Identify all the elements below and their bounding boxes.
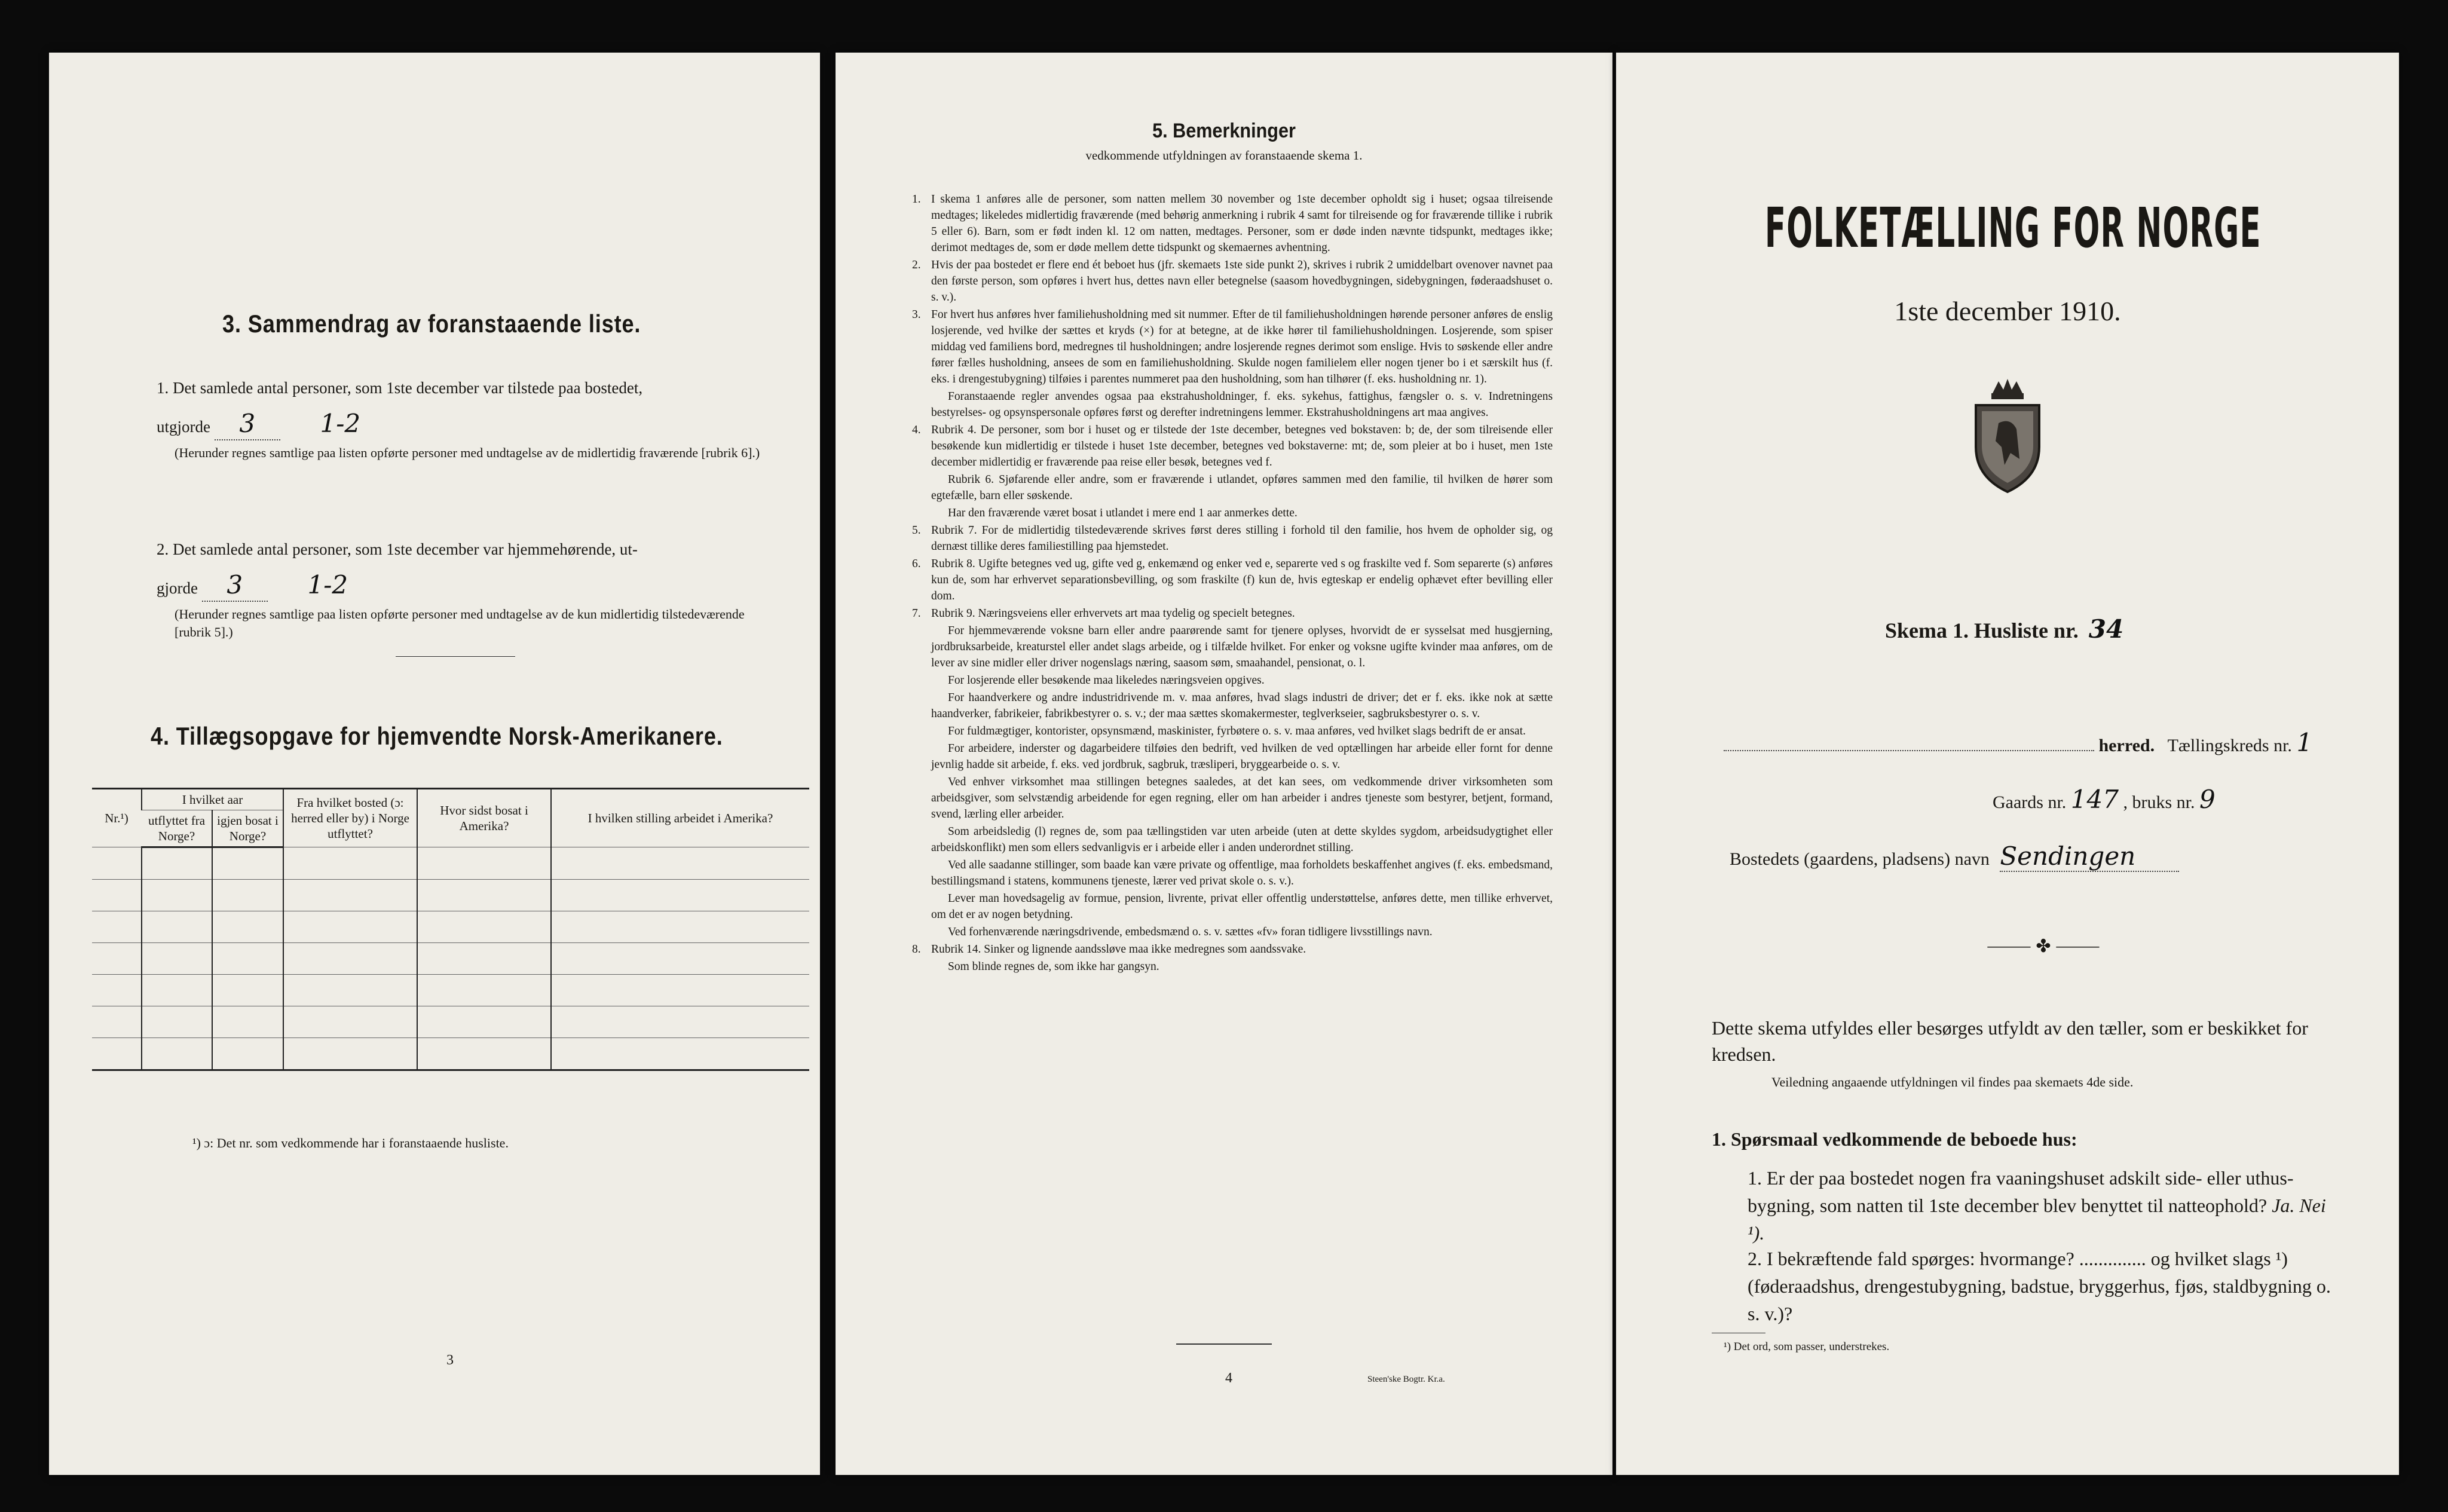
- remark-item: [931, 857, 1553, 889]
- remark-text: For hvert hus anføres hver familiehusholdning med sit nummer. Efter de til familiehusholdningen hørende personer anføres de enslig losjerende, ved hvilke der sættes et kryds (×) for at betegne, at de ikke hører til familiehusholdningen. Losjerende, som spiser middag ved familiens bord, medregnes til husholdningen; andre losjerende regnes derimot som enslige. Hvis to søskende eller andre fører fælles husholdning, ansees de som en familiehusholdning. Skulde nogen familielem eller nogen tjener bo i et særskilt hus (f. eks. i drengestubygning) tilføies i parentes nummeret paa den husholdning, som han tilhører (f. eks. husholdning nr. 1).: [931, 308, 1553, 385]
- col-nr: Nr.¹): [92, 789, 142, 847]
- herred-label: herred.: [2098, 736, 2155, 755]
- remarks-subtitle: vedkommende utfyldningen av foranstaaende skema 1.: [1085, 148, 1363, 163]
- remark-text: For fuldmægtiger, kontorister, opsynsmænd, maskinister, fyrbøtere o. s. v. maa anføres, ved hvilket slags bedrift de er ansat.: [948, 725, 1526, 737]
- question-1-text: 1. Er der paa bostedet nogen fra vaaningshuset adskilt side- eller uthus-bygning, som natten til 1ste december blev benyttet til natteophold?: [1748, 1167, 2294, 1216]
- divider: [396, 656, 515, 657]
- summary-item-1: [157, 375, 802, 462]
- remark-item: [931, 824, 1553, 856]
- divider: [1176, 1343, 1272, 1345]
- census-title: FOLKETÆLLING FOR NORGE: [1764, 196, 2262, 260]
- question-1-answer: Ja. Nei ¹).: [1748, 1195, 2326, 1244]
- coat-of-arms-icon: [1969, 375, 2046, 495]
- remark-item: [931, 672, 1553, 688]
- kreds-label: Tællingskreds nr.: [2167, 736, 2292, 755]
- returned-emigrants-table: [92, 788, 809, 1071]
- remark-item: [931, 505, 1553, 521]
- remark-item: [931, 740, 1553, 773]
- schema-label: Skema 1. Husliste nr.: [1885, 619, 2079, 642]
- bosted-line: [1730, 841, 2179, 872]
- table-row: [92, 975, 809, 1006]
- remark-text: Rubrik 9. Næringsveiens eller erhvervets art maa tydelig og specielt betegnes.: [931, 607, 1295, 620]
- summary-item-1-text: 1. Det samlede antal personer, som 1ste december var tilstede paa bostedet,: [157, 379, 643, 397]
- page-number: 4: [1225, 1370, 1232, 1386]
- remark-text: Rubrik 7. For de midlertidig tilstedeværende skrives først deres stilling i forhold til den familie, hos hvem de opholder sig, og dernæst tillike deres familiestilling paa hjemstedet.: [931, 524, 1553, 553]
- remark-text: For haandverkere og andre industridrivende m. v. maa anføres, hvad slags industri de driver; det er f. eks. ikke nok at sætte haandverker, fabrikeier, fabrikbestyrer o. s. v.; der maa sættes skomakermester, teglverkseier, sagbruksbestyrer o. s. v.: [931, 691, 1553, 720]
- summary-item-2-handwritten: 1-2: [307, 570, 348, 599]
- page-1-footnote: ¹) Det ord, som passer, understrekes.: [1724, 1340, 1890, 1353]
- intro-note: Veiledning angaaende utfyldningen vil findes paa skemaets 4de side.: [1771, 1075, 2134, 1089]
- summary-item-1-note: (Herunder regnes samtlige paa listen opførte personer med undtagelse av de midlertidig fraværende [rubrik 6].): [175, 445, 760, 460]
- husliste-number: 34: [2088, 614, 2124, 644]
- question-section-title: 1. Spørsmaal vedkommende de beboede hus:: [1712, 1128, 2077, 1150]
- remark-item: [931, 774, 1553, 822]
- summary-item-2-value: 3: [227, 570, 243, 599]
- bosted-label: Bostedets (gaardens, pladsens) navn: [1730, 849, 1990, 869]
- page-3: [49, 53, 820, 1475]
- intro-text: Dette skema utfyldes eller besørges utfyldt av den tæller, som er beskikket for kredsen.: [1712, 1017, 2308, 1065]
- bosted-value: Sendingen: [2000, 841, 2136, 871]
- remark-item: [931, 388, 1553, 421]
- col-from-where: Fra hvilket bosted (ɔ: herred eller by) i Norge utflyttet?: [283, 789, 417, 847]
- table-footnote: ¹) ɔ: Det nr. som vedkommende har i foranstaaende husliste.: [192, 1135, 509, 1150]
- remark-item: [931, 472, 1553, 504]
- col-occupation: I hvilken stilling arbeidet i Amerika?: [551, 789, 809, 847]
- remark-text: Ved forhenværende næringsdrivende, embedsmænd o. s. v. sættes «fv» foran tidligere livsstillings navn.: [948, 926, 1433, 938]
- remark-number: 6.: [912, 558, 921, 570]
- page-1: [1616, 53, 2399, 1475]
- bruks-label: , bruks nr.: [2123, 792, 2195, 812]
- question-1: [1748, 1164, 2339, 1247]
- remark-number: 7.: [912, 607, 921, 620]
- remark-number: 3.: [912, 308, 921, 321]
- remark-number: 1.: [912, 193, 921, 206]
- page-4: [836, 53, 1612, 1475]
- table-row: [92, 1006, 809, 1038]
- remark-item: [931, 723, 1553, 739]
- remark-number: 4.: [912, 424, 921, 436]
- census-date: 1ste december 1910.: [1894, 296, 2121, 326]
- remark-item: [912, 191, 1553, 256]
- remark-text: I skema 1 anføres alle de personer, som natten mellem 30 november og 1ste december opholdt sig i huset; ogsaa tilreisende medtages; likeledes midlertidig fraværende (med behørig anmerkning i rubrik 4 samt for tilreisende og for fraværende tillike i rubrik 5 eller 6). Barn, som er født inden kl. 12 om natten, medtages. Personer, som er døde inden nævnte tidspunkt, medtages ikke; derimot medtages de, som er døde mellem dette tidspunkt og skemaernes avhentning.: [931, 193, 1553, 254]
- table-row: [92, 1038, 809, 1070]
- ornament-divider: ⸻ ✤ ⸻: [1987, 936, 2100, 956]
- col-last-residence: Hvor sidst bosat i Amerika?: [417, 789, 551, 847]
- remark-text: Ved enhver virksomhet maa stillingen betegnes saaledes, at det kan sees, om vedkommende driver virksomheten som arbeidsgiver, som selvstændig arbeidende for egen regning, eller om han arbeider i andres tjeneste som bestyrer, betjent, formand, svend, lærling eller arbeider.: [931, 776, 1553, 821]
- remark-item: [931, 959, 1553, 975]
- summary-item-2-note: (Herunder regnes samtlige paa listen opførte personer med undtagelse av de kun midlertidig tilstedeværende [rubrik 5].): [175, 607, 745, 639]
- remark-text: Lever man hovedsagelig av formue, pension, livrente, privat eller offentlig understøttelse, anføres dette, men tillike erhvervet, om det er av nogen betydning.: [931, 892, 1553, 921]
- remark-text: Rubrik 8. Ugifte betegnes ved ug, gifte ved g, enkemænd og enker ved e, separerte ved s og fraskilte ved f. Som separerte (s) anføres kun de, som har erhvervet separationsbevilling, og som fraskilte (f) kun de, hvis egteskap er endelig ophævet efter bevilling eller dom.: [931, 558, 1553, 602]
- section-4-title-text: 4. Tillægsopgave for hjemvendte Norsk-Amerikanere.: [151, 722, 723, 750]
- remark-text: For hjemmeværende voksne barn eller andre paarørende samt for tjenere oplyses, hvorvidt de er sysselsat med husgjerning, jordbruksarbeide, kreaturstel eller andet slags arbeide, og i tilfælde hvilket. For enker og voksne ugifte kvinder maa anføres, om de lever av sine midler eller driver nogenslags næring, saasom søm, smaahandel, pensionat, o. l.: [931, 625, 1553, 669]
- remark-text: Som arbeidsledig (l) regnes de, som paa tællingstiden var uten arbeide (uten at dette skyldes sygdom, arbeidsudygtighet eller arbeidskonflikt) men som ellers sedvanligvis er i arbeide eller i anden underordnet stilling.: [931, 825, 1553, 854]
- remark-item: [912, 941, 1553, 957]
- remarks-title: 5. Bemerkninger: [1152, 120, 1296, 142]
- remark-text: Har den fraværende været bosat i utlandet i mere end 1 aar anmerkes dette.: [948, 507, 1298, 519]
- remark-item: [931, 924, 1553, 940]
- summary-item-2-label: gjorde: [157, 579, 198, 597]
- remark-number: 8.: [912, 943, 921, 956]
- remark-text: Som blinde regnes de, som ikke har gangsyn.: [948, 960, 1159, 973]
- remark-item: [912, 422, 1553, 470]
- remark-item: [931, 690, 1553, 722]
- col-year-group: I hvilket aar: [142, 789, 283, 810]
- section-4-title: [151, 722, 723, 751]
- remark-text: For arbeidere, inderster og dagarbeidere tilføies den bedrift, ved hvilken de ved optællingen har arbeide eller fornt for denne jevnlig hadde sit arbeide, f. eks. ved jordbruk, sagbruk, træsliperi, bryggearbeide o. s. v.: [931, 742, 1553, 771]
- gaard-line: [1993, 785, 2216, 814]
- remark-item: [912, 556, 1553, 604]
- remark-item: [912, 605, 1553, 622]
- summary-item-2-text: 2. Det samlede antal personer, som 1ste december var hjemmehørende, ut-: [157, 540, 638, 558]
- table-row: [92, 880, 809, 911]
- table-row: [92, 911, 809, 943]
- remark-item: [912, 307, 1553, 387]
- table-row: [92, 847, 809, 880]
- remark-item: [931, 890, 1553, 923]
- question-2: 2. I bekræftende fald spørges: hvormange? .............. og hvilket slags ¹) (føderaadshus, drengestubygning, badstue, bryggerhus, fjøs, staldbygning o. s. v.)?: [1748, 1248, 2331, 1324]
- remark-item: [912, 522, 1553, 555]
- remark-text: Ved alle saadanne stillinger, som baade kan være private og offentlige, maa forholdets beskaffenhet angives (f. eks. embedsmand, bestillingsmand i statens, kommunens tjeneste, lærer ved privat skole o. s. v.).: [931, 859, 1553, 887]
- printer-mark: Steen'ske Bogtr. Kr.a.: [1367, 1375, 1445, 1384]
- bruks-number: 9: [2199, 785, 2216, 814]
- remark-text: Rubrik 14. Sinker og lignende aandssløve maa ikke medregnes som aandssvake.: [931, 943, 1306, 956]
- remark-text: Rubrik 6. Sjøfarende eller andre, som er fraværende i utlandet, opføres sammen med den familie, til hvilken de hører som egtefælle, barn eller søskende.: [931, 473, 1553, 502]
- remark-number: 2.: [912, 259, 921, 271]
- gaards-number: 147: [2070, 785, 2119, 814]
- summary-item-1-handwritten: 1-2: [320, 409, 361, 438]
- page-number: 3: [446, 1352, 454, 1368]
- remarks-list: [912, 191, 1553, 976]
- kreds-number: 1: [2296, 728, 2313, 757]
- summary-item-1-label: utgjorde: [157, 418, 210, 436]
- remark-text: For losjerende eller besøkende maa likeledes næringsveien opgives.: [948, 674, 1265, 687]
- remark-item: [931, 623, 1553, 671]
- table-row: [92, 943, 809, 975]
- herred-line: [1724, 728, 2351, 757]
- col-emigrated: utflyttet fra Norge?: [142, 810, 212, 847]
- summary-item-1-value: 3: [239, 409, 256, 438]
- schema-line: [1885, 614, 2123, 644]
- gaards-label: Gaards nr.: [1993, 792, 2067, 812]
- remark-text: Hvis der paa bostedet er flere end ét beboet hus (jfr. skemaets 1ste side punkt 2), skrives i rubrik 2 umiddelbart ovenover navnet paa den første person, som opføres i hvert hus, dettes navn eller betegnelse (saasom hovedbygningen, sidebygningen, føderaadshuset o. s. v.).: [931, 259, 1553, 304]
- summary-item-2: [157, 537, 802, 641]
- section-3-title: 3. Sammendrag av foranstaaende liste.: [222, 310, 641, 338]
- remark-item: [912, 257, 1553, 305]
- remark-text: Rubrik 4. De personer, som bor i huset og er tilstede der 1ste december, betegnes ved bokstaven: b; de, der som tilreisende eller besøkende kun midlertidig er tilstede i huset 1ste december, betegnes ved bokstaverne: mt; de, som pleier at bo i huset, men 1ste december midlertidig er fraværende paa reise eller besøk, betegnes ved f.: [931, 424, 1553, 469]
- remark-number: 5.: [912, 524, 921, 537]
- remark-text: Foranstaaende regler anvendes ogsaa paa ekstrahusholdninger, f. eks. sykehus, fattighus, fængsler o. s. v. Indretningens bestyrelses- og opsynspersonale opføres først og derefter indretningens lemmer. Ekstrahusholdningens art maa angives.: [931, 390, 1553, 419]
- col-returned: igjen bosat i Norge?: [212, 810, 283, 847]
